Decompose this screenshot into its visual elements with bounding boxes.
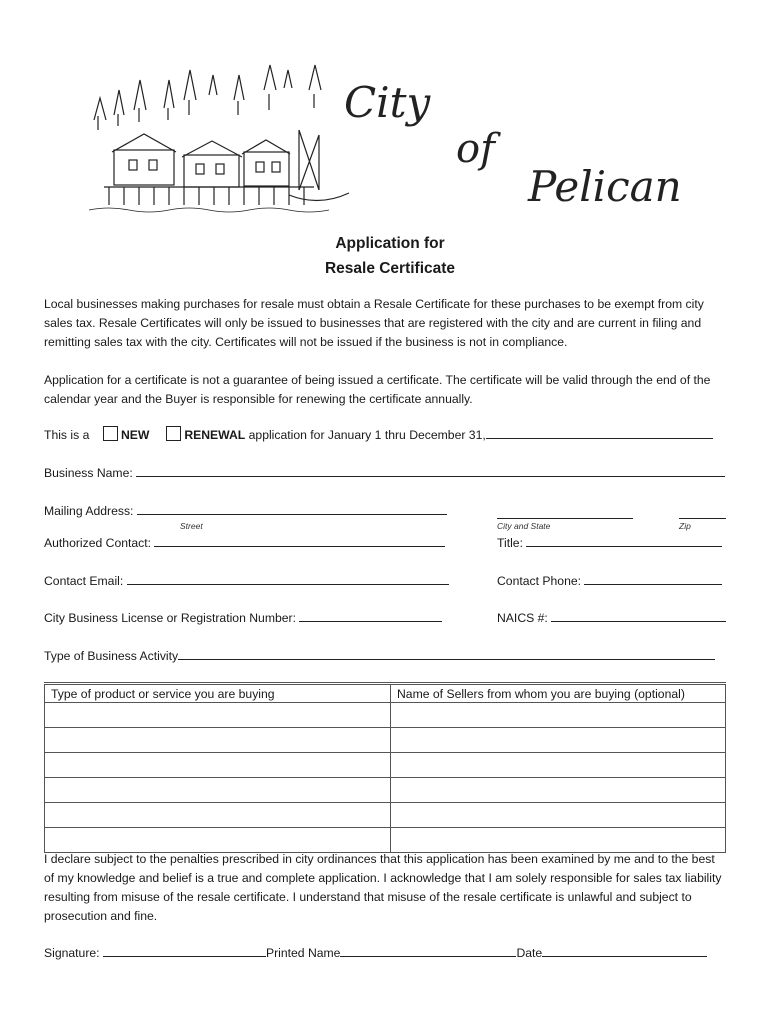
title-row: [497, 534, 722, 553]
table-row: [45, 803, 726, 828]
application-type-row: [44, 426, 734, 445]
street-hint: Street: [180, 521, 203, 531]
seller-cell[interactable]: [391, 803, 726, 828]
authorized-contact-row: [44, 534, 445, 553]
business-name-field[interactable]: [136, 464, 725, 477]
business-activity-label: Type of Business Activity: [44, 649, 179, 663]
guarantee-paragraph: Application for a certificate is not a guarantee of being issued a certificate. The certificate will be valid through the end of the calendar year and the Buyer is responsible for renewing the certificate annually.: [44, 373, 711, 406]
purchase-table: [44, 682, 726, 853]
harbor-sketch-image: [84, 60, 354, 225]
license-row: [44, 609, 442, 628]
contact-phone-field[interactable]: [584, 572, 722, 585]
business-name-label: Business Name:: [44, 466, 133, 480]
new-label: NEW: [120, 428, 150, 442]
seller-cell[interactable]: [391, 728, 726, 753]
renewal-label: RENEWAL: [184, 428, 246, 442]
business-activity-row: [44, 647, 715, 666]
table-header-row: [45, 684, 726, 703]
declaration-paragraph: I declare subject to the penalties prescribed in city ordinances that this application has been examined by me and to the best of my knowledge and belief is a true and complete application. I acknowledge that I am solely responsible for sales tax liability resulting from misuse of the resale certificate. I understand that misuse of the resale certificate is unlawful and subject to prosecution and fine.: [44, 852, 722, 923]
city-state-field[interactable]: [497, 506, 633, 519]
zip-field[interactable]: [679, 506, 726, 519]
intro-paragraph: Local businesses making purchases for resale must obtain a Resale Certificate for these purchases to be exempt from city sales tax. Resale Certificates will only be issued to businesses that are registered with the city and are current in filing and remitting sales tax with the city. Certificates will not be issued if the business is not in compliance.: [44, 297, 704, 349]
contact-email-field[interactable]: [127, 572, 449, 585]
printed-name-label: Printed Name: [265, 946, 341, 960]
page-title: [0, 231, 770, 281]
seller-cell[interactable]: [391, 778, 726, 803]
logo-city-text: City: [344, 78, 431, 127]
date-field[interactable]: [542, 944, 707, 957]
seller-cell[interactable]: [391, 703, 726, 728]
title-label: Title:: [497, 536, 523, 550]
printed-name-field[interactable]: [340, 944, 516, 957]
license-label: City Business License or Registration Number:: [44, 611, 296, 625]
product-cell[interactable]: [45, 828, 391, 853]
app-type-suffix: application for January 1 thru December 31,: [248, 428, 486, 442]
seller-cell[interactable]: [391, 828, 726, 853]
business-name-row: [44, 464, 725, 483]
table-row: [45, 728, 726, 753]
product-cell[interactable]: [45, 753, 391, 778]
city-logo: [84, 60, 704, 230]
business-activity-field[interactable]: [178, 647, 715, 660]
mailing-address-label: Mailing Address:: [44, 504, 134, 518]
product-cell[interactable]: [45, 778, 391, 803]
table-row: [45, 828, 726, 853]
renewal-checkbox[interactable]: [166, 426, 181, 441]
contact-phone-label: Contact Phone:: [497, 574, 582, 588]
col-header-sellers: Name of Sellers from whom you are buying (optional): [391, 684, 726, 703]
signature-field[interactable]: [103, 944, 266, 957]
mailing-address-row: [44, 502, 447, 521]
logo-pelican-text: Pelican: [528, 162, 682, 211]
app-type-prefix: This is a: [44, 428, 90, 442]
contact-phone-row: [497, 572, 722, 591]
license-field[interactable]: [299, 609, 442, 622]
title-field[interactable]: [526, 534, 722, 547]
product-cell[interactable]: [45, 728, 391, 753]
signature-row: [44, 944, 707, 963]
date-label: Date: [516, 946, 543, 960]
signature-label: Signature:: [44, 946, 100, 960]
title-line-1: Application for: [335, 235, 445, 252]
table-row: [45, 753, 726, 778]
contact-email-label: Contact Email:: [44, 574, 124, 588]
city-state-hint: City and State: [497, 521, 551, 531]
title-line-2: Resale Certificate: [324, 260, 456, 277]
naics-row: [497, 609, 726, 628]
street-field[interactable]: [137, 502, 447, 515]
naics-label: NAICS #:: [497, 611, 548, 625]
col-header-product: Type of product or service you are buying: [45, 684, 391, 703]
seller-cell[interactable]: [391, 753, 726, 778]
authorized-contact-label: Authorized Contact:: [44, 536, 152, 550]
table-row: [45, 778, 726, 803]
contact-email-row: [44, 572, 449, 591]
year-field[interactable]: [486, 426, 713, 439]
product-cell[interactable]: [45, 703, 391, 728]
naics-field[interactable]: [551, 609, 726, 622]
zip-hint: Zip: [679, 521, 691, 531]
logo-of-text: of: [456, 126, 495, 172]
authorized-contact-field[interactable]: [154, 534, 445, 547]
table-row: [45, 703, 726, 728]
new-checkbox[interactable]: [103, 426, 118, 441]
product-cell[interactable]: [45, 803, 391, 828]
